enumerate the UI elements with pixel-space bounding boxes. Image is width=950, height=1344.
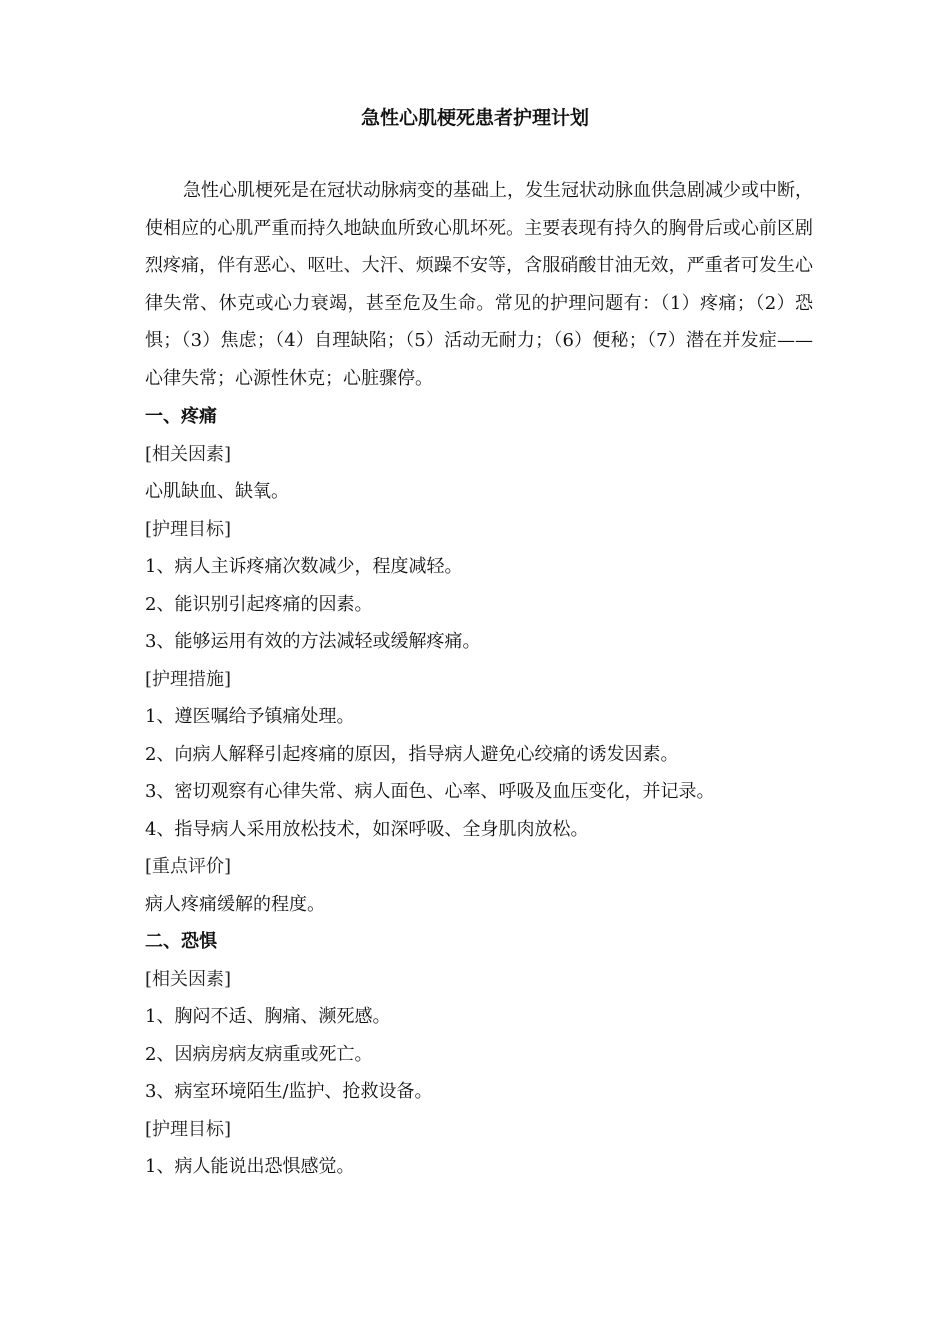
subsection-label-key-evaluation: [重点评价] [145,856,232,877]
subsection-label-related-factors: [相关因素] [145,443,232,465]
body-line: 病人疼痛缓解的程度。 [145,893,325,915]
list-item: 2、因病房病友病重或死亡。 [145,1043,373,1065]
list-item: 1、病人主诉疼痛次数减少，程度减轻。 [145,556,463,577]
subsection-label-nursing-measures: [护理措施] [145,668,232,690]
list-item: 1、胸闷不适、胸痛、濒死感。 [145,1006,391,1027]
subsection-label-nursing-goals: [护理目标] [145,1118,232,1140]
list-item: 2、向病人解释引起疼痛的原因，指导病人避免心绞痛的诱发因素。 [145,743,679,765]
subsection-label-related-factors: [相关因素] [145,968,232,990]
list-item: 3、密切观察有心律失常、病人面色、心率、呼吸及血压变化，并记录。 [145,781,715,802]
list-item: 2、能识别引起疼痛的因素。 [145,593,373,615]
section-heading-pain: 一、疼痛 [145,406,217,427]
body-line: 心肌缺血、缺氧。 [145,481,289,502]
document-body [145,398,813,1186]
list-item: 4、指导病人采用放松技术，如深呼吸、全身肌肉放松。 [145,818,589,840]
section-heading-fear: 二、恐惧 [145,931,217,952]
list-item: 3、病室环境陌生/监护、抢救设备。 [145,1081,433,1102]
document-title: 急性心肌梗死患者护理计划 [360,107,589,129]
list-item: 3、能够运用有效的方法减轻或缓解疼痛。 [145,631,481,652]
intro-paragraph: 急性心肌梗死是在冠状动脉病变的基础上，发生冠状动脉血供急剧减少或中断，使相应的心肌严重而持久地缺血所致心肌坏死。主要表现有持久的胸骨后或心前区剧烈疼痛，伴有恶心、呕吐、大汗、烦躁不安等，含服硝酸甘油无效，严重者可发生心律失常、休克或心力衰竭，甚至危及生命。常见的护理问题有：（1）疼痛；（2）恐惧；（3）焦虑；（4）自理缺陷；（5）活动无耐力；（6）便秘；（7）潜在并发症——心律失常；心源性休克；心脏骤停。 [145,180,813,389]
subsection-label-nursing-goals: [护理目标] [145,518,232,540]
list-item: 1、遵医嘱给予镇痛处理。 [145,706,355,727]
list-item: 1、病人能说出恐惧感觉。 [145,1156,355,1177]
